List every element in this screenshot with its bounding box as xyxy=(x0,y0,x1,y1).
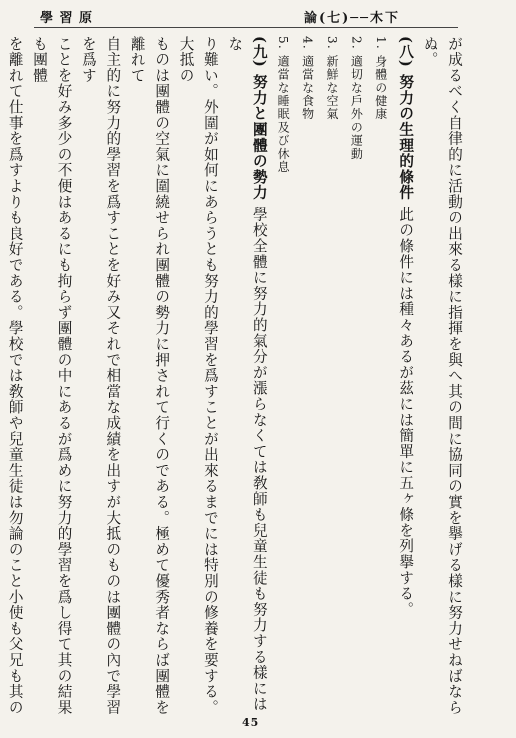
section-heading: (八) 努力の生理的條件 xyxy=(397,36,415,201)
header-title-part2: 論(七)──木下 xyxy=(304,11,400,26)
text-column xyxy=(76,36,125,716)
column-text: り難い。外圍が如何にあらうとも努力的學習を爲すことが出來るまでには特別の修養を要する。大抵の xyxy=(177,36,219,716)
list-item xyxy=(271,36,295,716)
header-title-part1: 學 習 原 xyxy=(40,11,94,26)
text-column xyxy=(124,36,173,716)
header-rule xyxy=(34,27,458,28)
text-column xyxy=(222,36,271,716)
body-text xyxy=(0,36,466,716)
list-item xyxy=(344,36,368,716)
column-text: 1. 身體の健康 xyxy=(373,36,388,121)
column-text: 2. 適切な戶外の運動 xyxy=(349,36,364,161)
list-item xyxy=(368,36,392,716)
running-header xyxy=(6,4,506,26)
column-text: 3. 新鮮な空氣 xyxy=(324,36,339,121)
list-item xyxy=(320,36,344,716)
section-heading: (九) 努力と團體の勢力 xyxy=(250,36,268,201)
page-number: 45 xyxy=(242,716,260,729)
text-column xyxy=(417,36,466,716)
column-text: ものは團體の空氣に圍繞せられ團體の勢力に押されて行くのである。極めて優秀者ならば團體を離れて xyxy=(128,36,171,716)
column-text: 4. 適當な食物 xyxy=(300,36,315,121)
column-text: を離れて仕事を爲すよりも良好である。學校では敎師や兒童生徒は勿論のこと小使も父兄も其の xyxy=(6,36,24,716)
text-column xyxy=(173,36,222,716)
column-text: 學校全體に努力的氣分が漲らなくては敎師も兒童生徒も努力する樣にはな xyxy=(226,36,268,713)
column-text: ことを好み多少の不便はあるにも拘らず團體の中にあるが爲めに努力的學習を爲し得て其の結果も團體 xyxy=(31,36,73,716)
text-column xyxy=(0,36,27,716)
text-column xyxy=(393,36,417,716)
column-text: が成るべく自律的に活動の出來る樣に指揮を與へ其の間に協同の實を擧げる樣に努力せねばならぬ。 xyxy=(421,36,463,716)
column-text: 5. 適當な睡眠及び休息 xyxy=(276,36,291,174)
list-item xyxy=(295,36,319,716)
column-text: 此の條件には種々あるが茲には簡單に五ヶ條を列擧する。 xyxy=(397,200,415,618)
column-text: 自主的に努力的學習を爲すことを好み又それで相當な成績を出すが大抵のものは團體の內で學習を爲す xyxy=(79,36,122,716)
text-column xyxy=(27,36,76,716)
